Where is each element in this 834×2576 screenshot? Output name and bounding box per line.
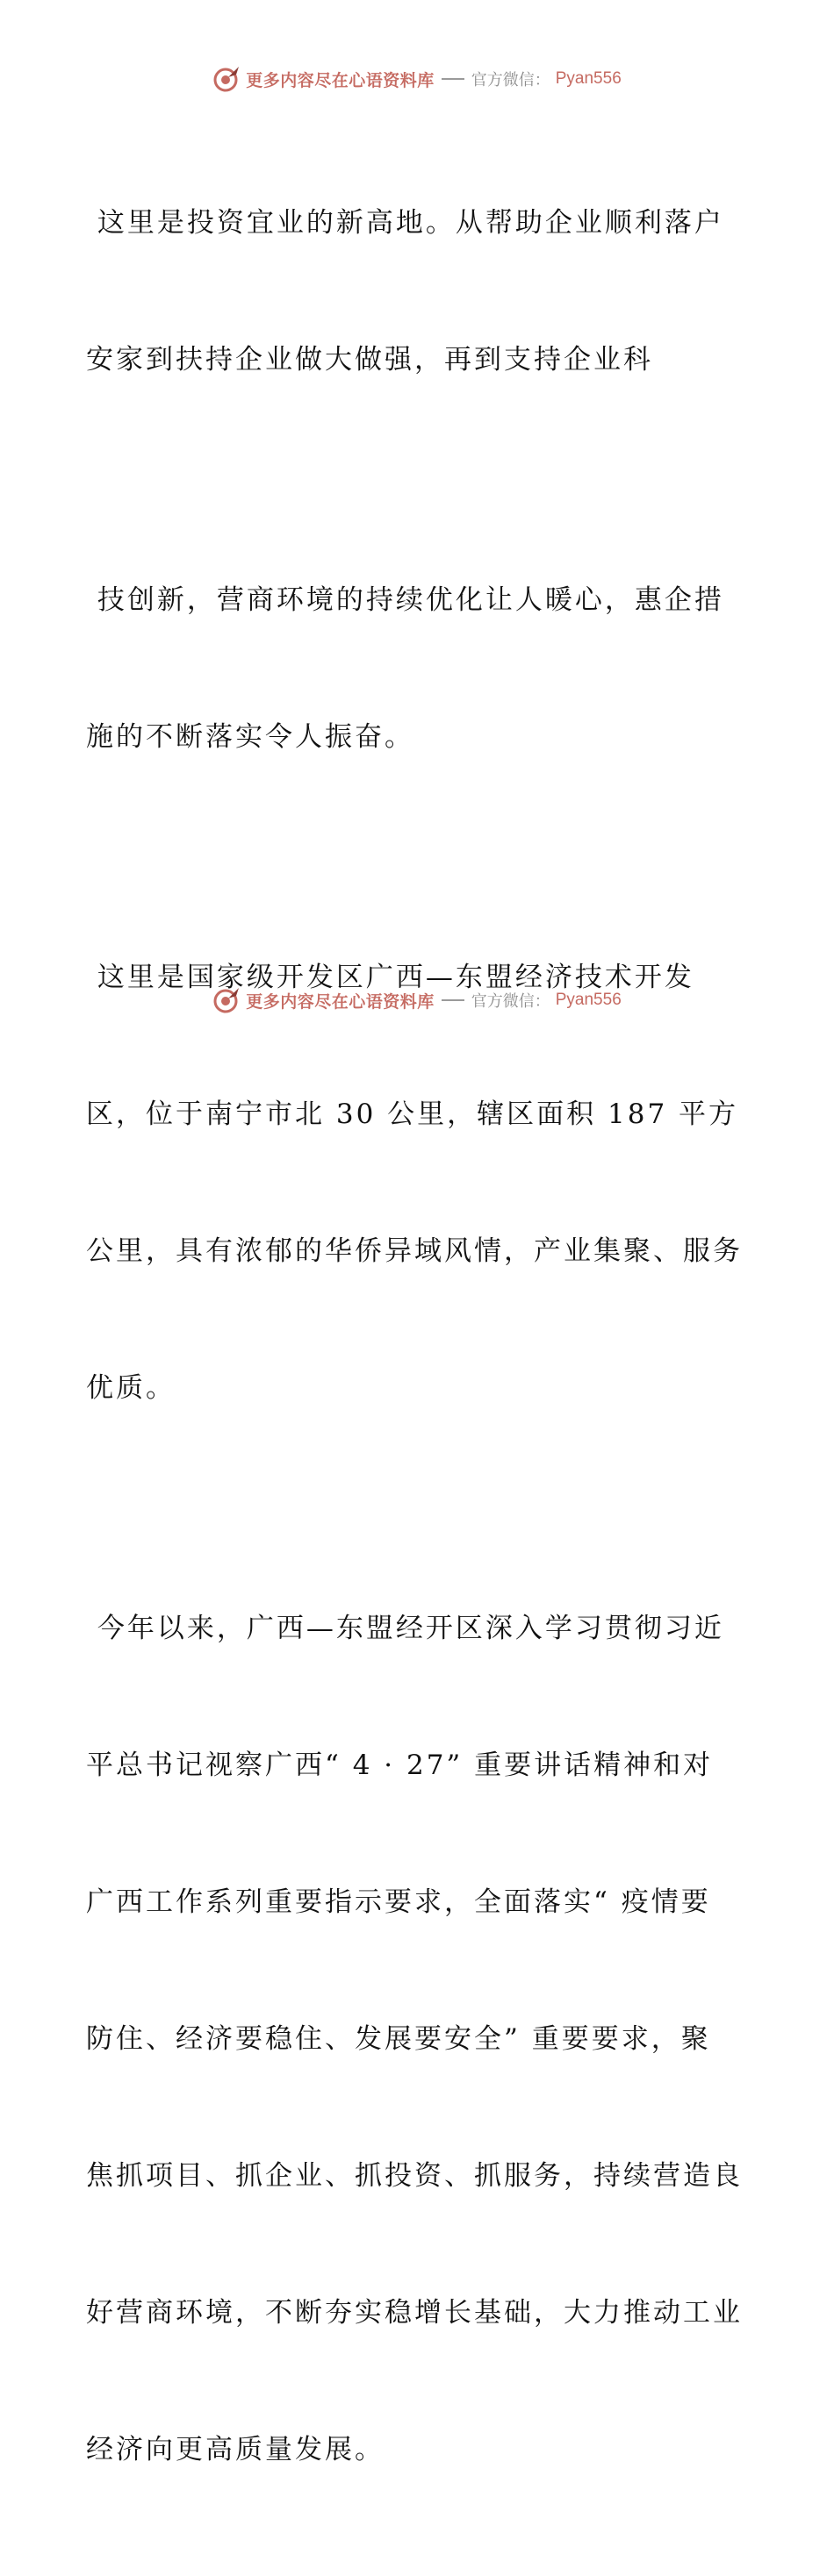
watermark-dash bbox=[442, 78, 464, 80]
text-line: 好营商环境，不断夯实稳增长基础，大力推动工业 bbox=[86, 2297, 743, 2329]
text-line: 平总书记视察广西“ 4 · 27” 重要讲话精神和对 bbox=[86, 1750, 714, 1781]
paragraph-1 bbox=[86, 109, 753, 474]
text-line: 经济向更高质量发展。 bbox=[86, 2434, 385, 2465]
watermark-contact-label: 官方微信： bbox=[471, 992, 550, 1011]
text-line: 技创新，营商环境的持续优化让人暖心，惠企措 bbox=[86, 584, 724, 616]
paragraph-3 bbox=[86, 863, 753, 1502]
text-line: 施的不断落实令人振奋。 bbox=[86, 721, 414, 753]
text-line: 焦抓项目、抓企业、抓投资、抓服务，持续营造良 bbox=[86, 2160, 743, 2192]
text-line: 区，位于南宁市北 30 公里，辖区面积 187 平方 bbox=[86, 1098, 739, 1130]
text-line: 优质。 bbox=[86, 1372, 176, 1404]
watermark-contact-id: Pyan556 bbox=[555, 69, 622, 88]
watermark-contact-label: 官方微信： bbox=[471, 71, 550, 89]
footer-watermark bbox=[0, 983, 834, 1018]
watermark-contact-id: Pyan556 bbox=[555, 991, 622, 1009]
text-line: 安家到扶持企业做大做强，再到支持企业科 bbox=[86, 344, 653, 376]
quill-logo-icon bbox=[212, 65, 241, 93]
text-line: 这里是投资宜业的新高地。从帮助企业顺利落户 bbox=[86, 207, 724, 239]
header-watermark bbox=[0, 61, 834, 97]
text-line: 广西工作系列重要指示要求，全面落实“ 疫情要 bbox=[86, 1886, 711, 1918]
text-line: 今年以来，广西—东盟经开区深入学习贯彻习近 bbox=[86, 1613, 724, 1644]
document-body bbox=[86, 109, 753, 2576]
text-line: 这里是国家级开发区广西—东盟经济技术开发 bbox=[86, 962, 694, 993]
text-line: 防住、经济要稳住、发展要安全” 重要要求，聚 bbox=[86, 2023, 711, 2055]
watermark-brand: 更多内容尽在心语资料库 bbox=[246, 991, 435, 1012]
watermark-dash bbox=[442, 999, 464, 1001]
paragraph-2 bbox=[86, 486, 753, 851]
quill-logo-icon bbox=[212, 986, 241, 1014]
watermark-brand: 更多内容尽在心语资料库 bbox=[246, 70, 435, 90]
text-line: 公里，具有浓郁的华侨异域风情，产业集聚、服务 bbox=[86, 1235, 743, 1267]
paragraph-4 bbox=[86, 1514, 753, 2564]
